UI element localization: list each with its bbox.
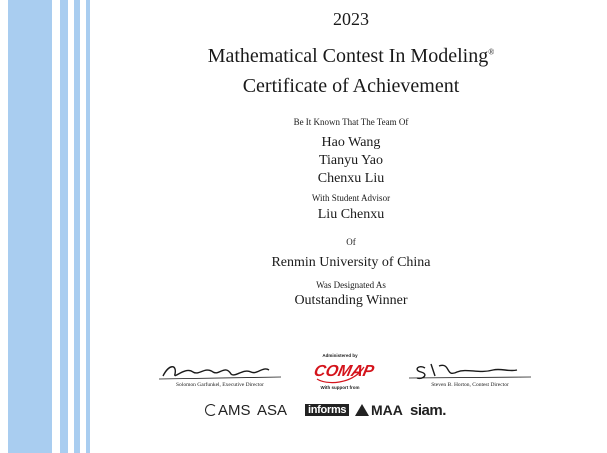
maa-emblem-icon [355,404,369,416]
border-stripe [86,0,90,453]
left-signature-caption: Solomon Garfunkel, Executive Director [176,382,264,388]
informs-logo: informs [305,404,349,416]
maa-logo-text: MAA [371,402,403,418]
border-stripe [60,0,68,453]
registered-mark: ® [488,47,495,57]
team-member: Tianyu Yao [318,153,384,168]
comap-logo [312,359,376,385]
advisor-name: Liu Chenxu [317,207,385,222]
ams-emblem-icon [205,404,217,416]
support-label: With support from [320,385,360,390]
institution-name: Renmin University of China [271,255,431,270]
right-signature-caption: Steven B. Horton, Contest Director [431,382,509,388]
comap-logo-text: COMAP [312,363,376,380]
contest-director-signature [400,360,540,388]
certificate-year: 2023 [333,9,369,29]
decorative-border [0,0,100,453]
siam-logo: siam. [410,402,446,419]
certificate-title: Certificate of Achievement [242,75,460,97]
signature-scribble-icon [155,360,285,382]
known-line: Be It Known That The Team Of [293,117,409,127]
advisor-label: With Student Advisor [311,193,391,203]
administration-block [300,353,380,390]
administered-by-label: Administered by [322,353,358,358]
award-title: Outstanding Winner [294,293,408,308]
ams-logo [205,402,251,419]
of-label: Of [346,237,356,247]
signature-scribble-icon [405,360,535,382]
contest-name [95,45,607,68]
contest-name-text: Mathematical Contest In Modeling [207,45,489,67]
sponsor-logos [205,402,505,424]
border-stripe [74,0,80,453]
team-member: Chenxu Liu [317,171,385,186]
maa-logo [355,402,403,418]
border-stripe [8,0,52,453]
asa-logo: ASA [257,402,288,419]
certificate-body [95,0,607,453]
ams-logo-text: AMS [218,402,251,419]
team-member: Hao Wang [321,135,381,150]
executive-director-signature [150,360,290,388]
designation-label: Was Designated As [316,280,386,290]
